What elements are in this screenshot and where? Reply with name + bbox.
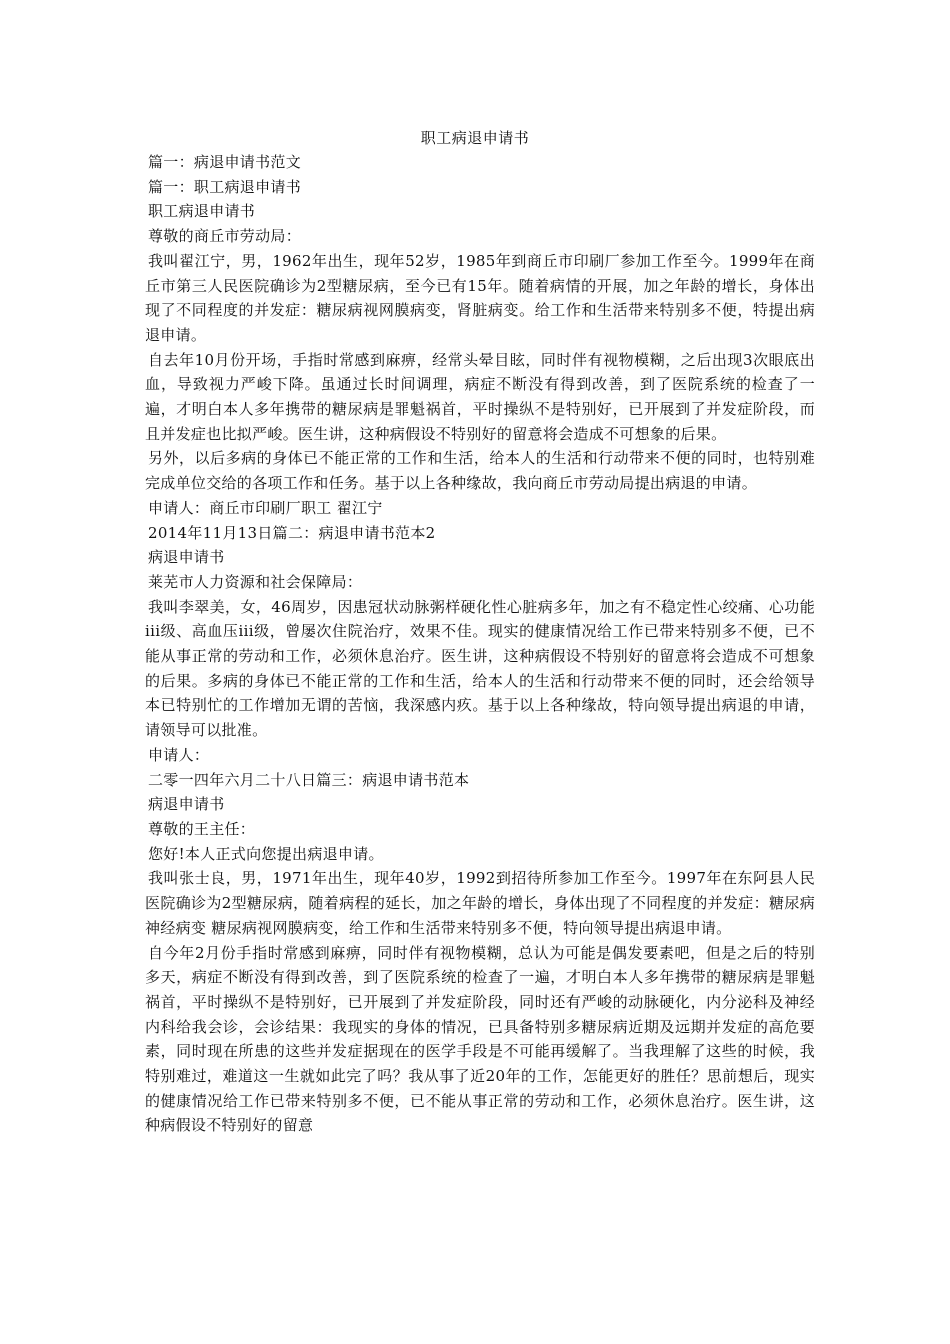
paragraph: 我叫李翠美，女，46周岁，因患冠状动脉粥样硬化性心脏病多年，加之有不稳定性心绞痛、心功能iii级、高血压iii级，曾屡次住院治疗，效果不佳。现实的健康情况给工作已带来特别多不便，已不能从事正常的劳动和工作，必须休息治疗。医生讲，这种病假设不特别好的留意将会造成不可想象的后果。多病的身体已不能正常的工作和生活，给本人的生活和行动带来不便的同时，还会给领导本已特别忙的工作增加无谓的苦恼，我深感内疚。基于以上各种缘故，特向领导提出病退的申请，请领导可以批准。	[145, 597, 815, 740]
paragraph: 篇一：病退申请书范文	[148, 153, 302, 171]
paragraph: 申请人：	[148, 745, 210, 764]
paragraph: 自去年10月份开场，手指时常感到麻痹，经常头晕目眩，同时伴有视物模糊，之后出现3次眼底出血，导致视力严峻下降。虽通过长时间调理，病症不断没有得到改善，到了医院系统的检查了一遍，才明白本人多年携带的糖尿病是罪魁祸首，平时操纵不是特别好，已开展到了并发症阶段，而且并发症也比拟严峻。医生讲，这种病假设不特别好的留意将会造成不可想象的后果。	[145, 350, 815, 443]
paragraph: 莱芜市人力资源和社会保障局：	[148, 572, 363, 591]
paragraph: 另外，以后多病的身体已不能正常的工作和生活，给本人的生活和行动带来不便的同时，也特别难完成单位交给的各项工作和任务。基于以上各种缘故，我向商丘市劳动局提出病退的申请。	[145, 449, 815, 493]
paragraph: 尊敬的商丘市劳动局：	[148, 227, 302, 246]
paragraph: 二零一四年六月二十八日篇三：病退申请书范本	[148, 770, 470, 789]
paragraph: 申请人：商丘市印刷厂职工 翟江宁	[148, 498, 383, 517]
paragraph: 自今年2月份手指时常感到麻痹，同时伴有视物模糊，总认为可能是偶发要素吧，但是之后的特别多天，病症不断没有得到改善，到了医院系统的检查了一遍，才明白本人多年携带的糖尿病是罪魁祸首，平时操纵不是特别好，已开展到了并发症阶段，同时还有严峻的动脉硬化，内分泌科及神经内科给我会诊，会诊结果：我现实的身体的情况，已具备特别多糖尿病近期及远期并发症的高危要素，同时现在所患的这些并发症据现在的医学手段是不可能再缓解了。当我理解了这些的时候，我特别难过，难道这一生就如此完了吗？我从事了近20年的工作，怎能更好的胜任？思前想后，现实的健康情况给工作已带来特别多不便，已不能从事正常的劳动和工作，必须休息治疗。医生讲，这种病假设不特别好的留意	[145, 943, 815, 1135]
paragraph: 病退申请书	[148, 795, 225, 814]
document-body	[145, 150, 815, 1138]
paragraph: 病退申请书	[148, 548, 225, 567]
paragraph: 职工病退申请书	[148, 202, 256, 221]
paragraph: 我叫张士良，男，1971年出生，现年40岁，1992到招待所参加工作至今。1997年在东阿县人民医院确诊为2型糖尿病，随着病程的延长，加之年龄的增长，身体出现了不同程度的并发症：糖尿病神经病变 糖尿病视网膜病变，给工作和生活带来特别多不便，特向领导提出病退申请。	[145, 869, 815, 937]
paragraph: 篇一：职工病退申请书	[148, 177, 302, 196]
paragraph: 我叫翟江宁，男，1962年出生，现年52岁，1985年到商丘市印刷厂参加工作至今。1999年在商丘市第三人民医院确诊为2型糖尿病，至今已有15年。随着病情的开展，加之年龄的增长，身体出现了不同程度的并发症：糖尿病视网膜病变，肾脏病变。给工作和生活带来特别多不便，特提出病退申请。	[145, 251, 815, 344]
document-title: 职工病退申请书	[420, 129, 530, 147]
paragraph: 2014年11月13日篇二：病退申请书范本2	[148, 523, 436, 542]
paragraph: 您好!本人正式向您提出病退申请。	[148, 844, 384, 863]
paragraph: 尊敬的王主任：	[148, 819, 256, 838]
